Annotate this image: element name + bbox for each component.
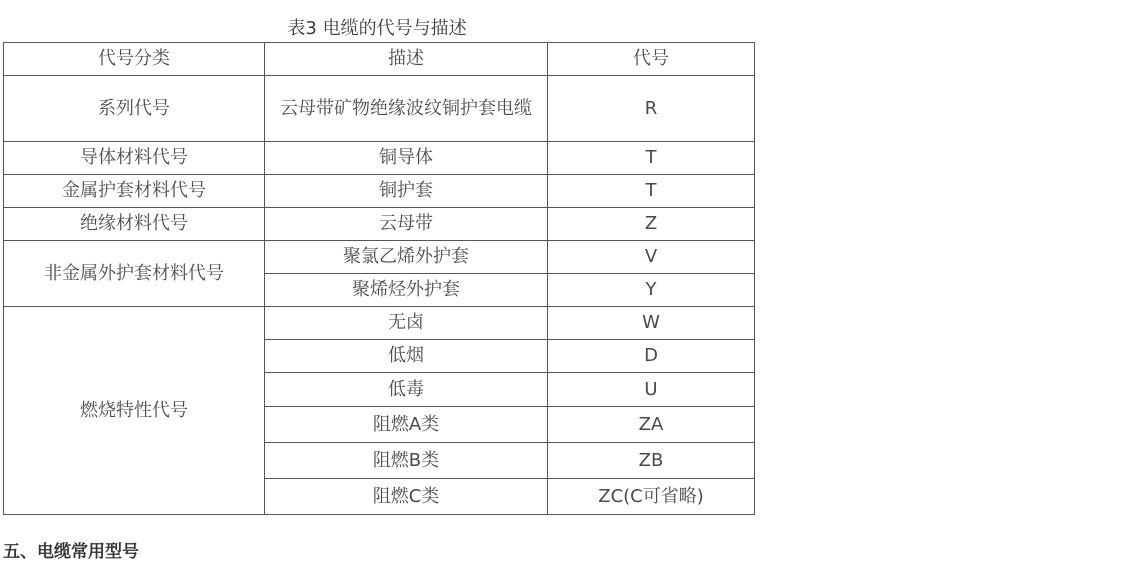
code-cell: R <box>548 76 755 142</box>
description-cell: 阻燃C类 <box>265 479 548 515</box>
column-header-code: 代号 <box>548 43 755 76</box>
code-cell: ZA <box>548 407 755 443</box>
code-cell: D <box>548 340 755 373</box>
description-cell: 聚氯乙烯外护套 <box>265 241 548 274</box>
column-header-category: 代号分类 <box>4 43 265 76</box>
category-cell: 系列代号 <box>4 76 265 142</box>
code-cell: W <box>548 307 755 340</box>
table-caption: 表3 电缆的代号与描述 <box>287 18 467 39</box>
description-cell: 阻燃B类 <box>265 443 548 479</box>
section-heading: 五、电缆常用型号 <box>3 542 139 562</box>
code-cell: ZB <box>548 443 755 479</box>
description-cell: 聚烯烃外护套 <box>265 274 548 307</box>
code-cell: Y <box>548 274 755 307</box>
table-row <box>4 307 755 340</box>
column-header-description: 描述 <box>265 43 548 76</box>
table-row <box>4 208 755 241</box>
category-cell: 燃烧特性代号 <box>4 307 265 515</box>
description-cell: 铜导体 <box>265 142 548 175</box>
table-row <box>4 76 755 142</box>
code-cell: V <box>548 241 755 274</box>
code-cell: T <box>548 142 755 175</box>
category-cell: 非金属外护套材料代号 <box>4 241 265 307</box>
description-cell: 无卤 <box>265 307 548 340</box>
cable-code-table <box>3 42 755 515</box>
description-cell: 阻燃A类 <box>265 407 548 443</box>
table-header-row <box>4 43 755 76</box>
description-cell: 铜护套 <box>265 175 548 208</box>
category-cell: 金属护套材料代号 <box>4 175 265 208</box>
code-cell: ZC(C可省略) <box>548 479 755 515</box>
description-cell: 云母带 <box>265 208 548 241</box>
table-row <box>4 241 755 274</box>
code-cell: U <box>548 373 755 407</box>
description-cell: 低毒 <box>265 373 548 407</box>
table-row <box>4 142 755 175</box>
description-cell: 低烟 <box>265 340 548 373</box>
description-cell: 云母带矿物绝缘波纹铜护套电缆 <box>265 76 548 142</box>
table-row <box>4 175 755 208</box>
category-cell: 绝缘材料代号 <box>4 208 265 241</box>
category-cell: 导体材料代号 <box>4 142 265 175</box>
code-cell: T <box>548 175 755 208</box>
code-cell: Z <box>548 208 755 241</box>
